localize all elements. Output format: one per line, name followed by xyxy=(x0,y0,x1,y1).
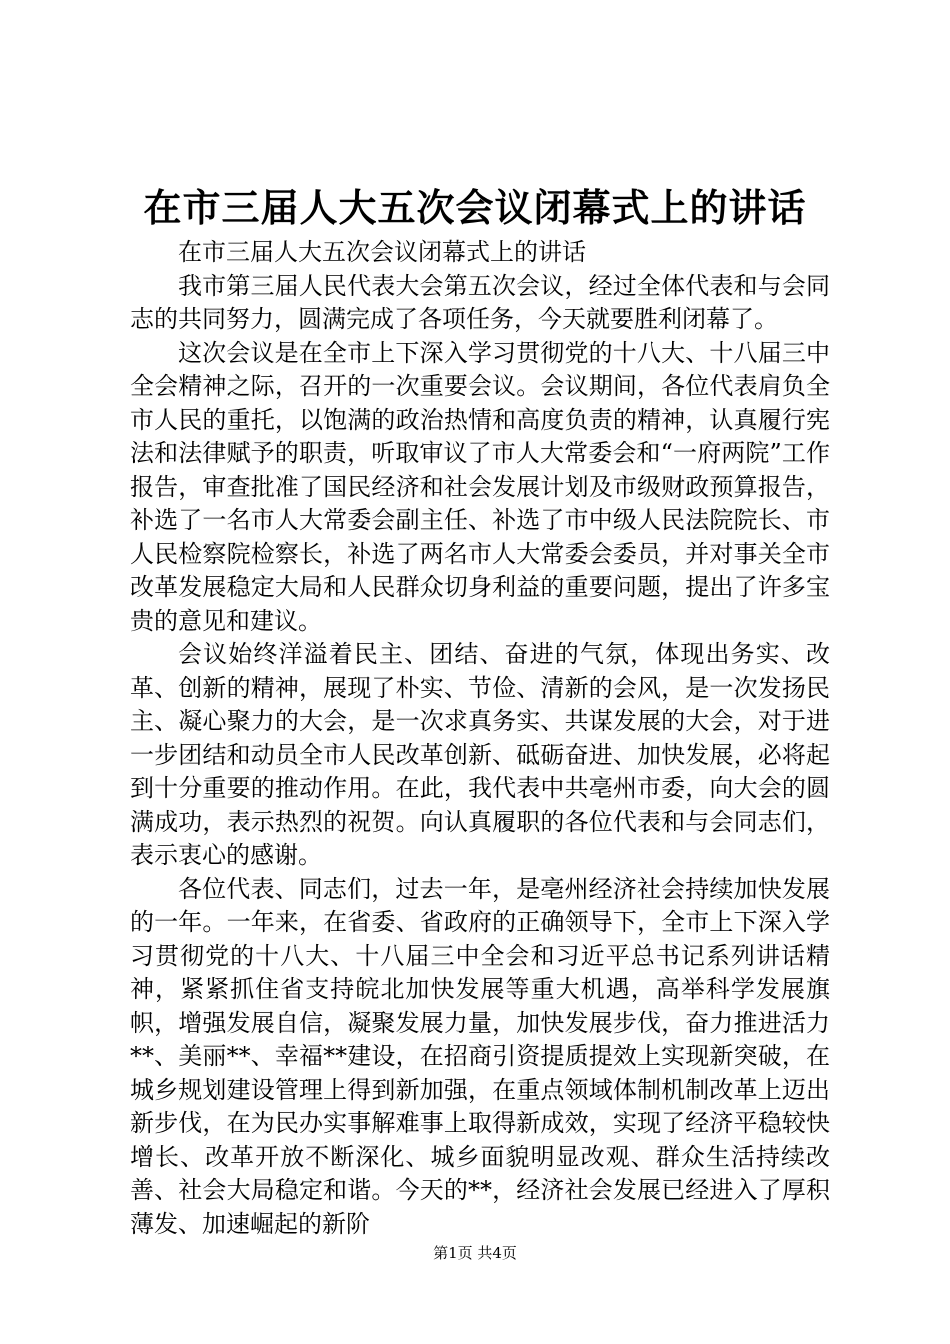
page-number-footer: 第1页 共4页 xyxy=(433,1244,517,1262)
body-paragraph: 各位代表、同志们，过去一年，是亳州经济社会持续加快发展的一年。一年来，在省委、省政府的正确领导下，全市上下深入学习贯彻党的十八大、十八届三中全会和习近平总书记系列讲话精神，紧紧抓住省支持皖北加快发展等重大机遇，高举科学发展旗帜，增强发展自信，凝聚发展力量，加快发展步伐，奋力推进活力**、美丽**、幸福**建设，在招商引资提质提效上实现新突破，在城乡规划建设管理上得到新加强，在重点领域体制机制改革上迈出新步伐，在为民办实事解难事上取得新成效，实现了经济平稳较快增长、改革开放不断深化、城乡面貌明显改观、群众生活持续改善、社会大局稳定和谐。今天的**，经济社会发展已经进入了厚积薄发、加速崛起的新阶 xyxy=(130,874,830,1238)
document-title: 在市三届人大五次会议闭幕式上的讲话 xyxy=(143,185,807,230)
body-paragraph: 会议始终洋溢着民主、团结、奋进的气氛，体现出务实、改革、创新的精神，展现了朴实、节俭、清新的会风，是一次发扬民主、凝心聚力的大会，是一次求真务实、共谋发展的大会，对于进一步团结和动员全市人民改革创新、砥砺奋进、加快发展，必将起到十分重要的推动作用。在此，我代表中共亳州市委，向大会的圆满成功，表示热烈的祝贺。向认真履职的各位代表和与会同志们，表示衷心的感谢。 xyxy=(130,640,830,869)
body-paragraph: 这次会议是在全市上下深入学习贯彻党的十八大、十八届三中全会精神之际，召开的一次重要会议。会议期间，各位代表肩负全市人民的重托，以饱满的政治热情和高度负责的精神，认真履行宪法和法律赋予的职责，听取审议了市人大常委会和“一府两院”工作报告，审查批准了国民经济和社会发展计划及市级财政预算报告，补选了一名市人大常委会副主任、补选了市中级人民法院院长、市人民检察院检察长，补选了两名市人大常委会委员，并对事关全市改革发展稳定大局和人民群众切身利益的重要问题，提出了许多宝贵的意见和建议。 xyxy=(130,338,830,635)
document-body xyxy=(130,236,830,1241)
body-paragraph: 我市第三届人民代表大会第五次会议，经过全体代表和与会同志的共同努力，圆满完成了各项任务，今天就要胜利闭幕了。 xyxy=(130,271,830,333)
subtitle-paragraph: 在市三届人大五次会议闭幕式上的讲话 xyxy=(178,238,586,266)
